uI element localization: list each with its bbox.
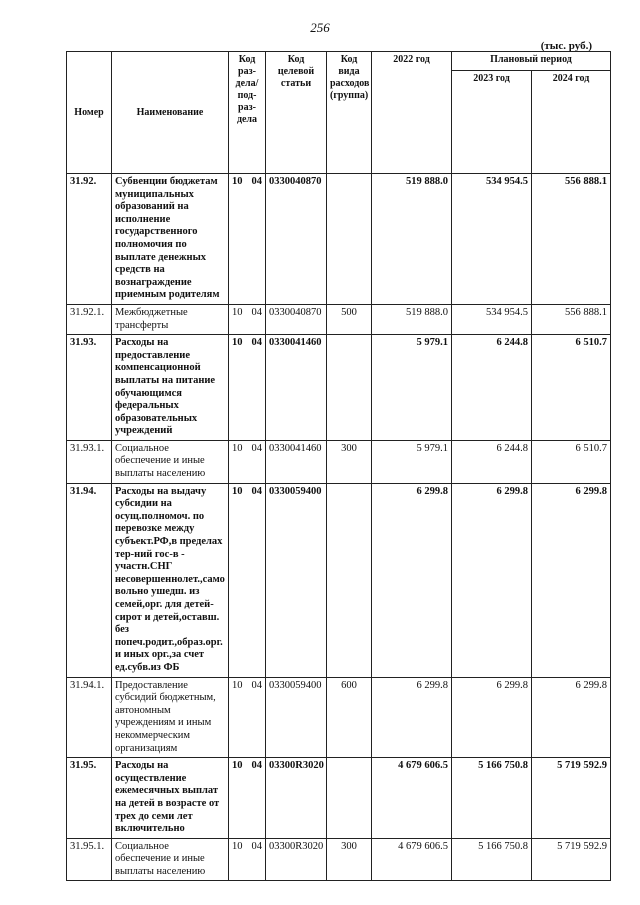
row-expense-type: [327, 174, 372, 305]
row-expense-type: [327, 483, 372, 677]
header-year-2022: 2022 год: [372, 52, 452, 174]
row-section: [229, 440, 266, 483]
row-section: [229, 335, 266, 441]
row-target-code: 0330041460: [266, 335, 327, 441]
row-target-code: 0330059400: [266, 677, 327, 758]
row-value-2022: 5 979.1: [372, 440, 452, 483]
row-expense-type: 300: [327, 440, 372, 483]
row-target-code: 03300R3020: [266, 758, 327, 839]
row-expense-type: 600: [327, 677, 372, 758]
row-section: [229, 838, 266, 881]
row-section-code: 10: [232, 485, 243, 497]
table-row: [67, 440, 611, 483]
row-value-2024: 5 719 592.9: [532, 838, 611, 881]
row-target-code: 0330040870: [266, 304, 327, 334]
row-number: 31.92.: [67, 174, 112, 305]
row-section: [229, 174, 266, 305]
row-value-2023: 534 954.5: [452, 174, 532, 305]
row-number: 31.93.: [67, 335, 112, 441]
row-value-2022: 6 299.8: [372, 483, 452, 677]
row-name: Субвенции бюджетам муниципальных образований на исполнение государственного полномочия по выплате денежных средств на вознаграждение приемным родителям: [112, 174, 229, 305]
row-value-2024: 6 510.7: [532, 335, 611, 441]
row-name: Межбюджетные трансферты: [112, 304, 229, 334]
table-row: [67, 758, 611, 839]
header-year-2024: 2024 год: [532, 71, 611, 174]
row-value-2024: 556 888.1: [532, 304, 611, 334]
row-subsection-code: 04: [251, 679, 262, 691]
row-value-2023: 5 166 750.8: [452, 758, 532, 839]
table-row: [67, 304, 611, 334]
row-section-code: 10: [232, 760, 243, 772]
row-value-2022: 519 888.0: [372, 174, 452, 305]
table-row: [67, 838, 611, 881]
row-section: [229, 483, 266, 677]
row-expense-type: [327, 758, 372, 839]
header-plan-period: Плановый период: [452, 52, 611, 71]
row-value-2023: 6 244.8: [452, 440, 532, 483]
row-name: Предоставление субсидий бюджетным, автономным учреждениям и иным некоммерческим организациям: [112, 677, 229, 758]
budget-table: [66, 51, 611, 881]
row-name: Социальное обеспечение и иные выплаты населению: [112, 838, 229, 881]
row-value-2024: 6 510.7: [532, 440, 611, 483]
row-value-2024: 6 299.8: [532, 483, 611, 677]
header-number: Номер: [67, 52, 112, 174]
row-subsection-code: 04: [251, 485, 262, 497]
table-row: [67, 483, 611, 677]
row-value-2023: 5 166 750.8: [452, 838, 532, 881]
row-target-code: 0330059400: [266, 483, 327, 677]
row-number: 31.95.1.: [67, 838, 112, 881]
row-value-2023: 534 954.5: [452, 304, 532, 334]
row-target-code: 0330040870: [266, 174, 327, 305]
row-target-code: 0330041460: [266, 440, 327, 483]
row-subsection-code: 04: [251, 176, 262, 187]
row-subsection-code: 04: [251, 840, 262, 852]
header-name: Наименование: [112, 52, 229, 174]
header-expense-type: Код вида расходов (группа): [327, 52, 372, 174]
row-section-code: 10: [232, 679, 243, 691]
row-section-code: 10: [232, 306, 243, 318]
row-section: [229, 677, 266, 758]
row-number: 31.94.: [67, 483, 112, 677]
row-value-2022: 4 679 606.5: [372, 838, 452, 881]
row-section-code: 10: [232, 176, 243, 187]
table-row: [67, 677, 611, 758]
row-section-code: 10: [232, 442, 243, 454]
row-value-2023: 6 299.8: [452, 677, 532, 758]
row-value-2022: 6 299.8: [372, 677, 452, 758]
row-value-2024: 5 719 592.9: [532, 758, 611, 839]
row-section-code: 10: [232, 840, 243, 852]
row-value-2022: 5 979.1: [372, 335, 452, 441]
row-subsection-code: 04: [251, 337, 262, 349]
row-number: 31.94.1.: [67, 677, 112, 758]
row-section: [229, 304, 266, 334]
row-name: Расходы на выдачу субсидии на осущ.полномоч. по перевозке между субъект.РФ,в пределах тер-ний гос-в - участн.СНГ несовершеннолет.,само вольно ушедш. из семей,орг. для детей-сирот и детей,оставш. без попеч.родит.,образ.орг. и иных орг.,за счет ед.субв.из ФБ: [112, 483, 229, 677]
row-value-2024: 556 888.1: [532, 174, 611, 305]
header-section: Код раз-дела/ под-раз-дела: [229, 52, 266, 174]
row-target-code: 03300R3020: [266, 838, 327, 881]
row-subsection-code: 04: [251, 760, 262, 772]
row-value-2023: 6 299.8: [452, 483, 532, 677]
row-expense-type: [327, 335, 372, 441]
units-label: (тыс. руб.): [540, 40, 592, 52]
table-row: [67, 174, 611, 305]
row-number: 31.92.1.: [67, 304, 112, 334]
row-value-2023: 6 244.8: [452, 335, 532, 441]
row-expense-type: 500: [327, 304, 372, 334]
table-row: [67, 335, 611, 441]
row-expense-type: 300: [327, 838, 372, 881]
row-subsection-code: 04: [251, 306, 262, 318]
page-number: 256: [310, 20, 330, 35]
row-name: Социальное обеспечение и иные выплаты населению: [112, 440, 229, 483]
row-name: Расходы на предоставление компенсационной выплаты на питание обучающимся федеральных образовательных учреждений: [112, 335, 229, 441]
row-name: Расходы на осуществление ежемесячных выплат на детей в возрасте от трех до семи лет включительно: [112, 758, 229, 839]
row-number: 31.93.1.: [67, 440, 112, 483]
row-subsection-code: 04: [251, 442, 262, 454]
row-number: 31.95.: [67, 758, 112, 839]
header-target: Код целевой статьи: [266, 52, 327, 174]
header-year-2023: 2023 год: [452, 71, 532, 174]
row-section: [229, 758, 266, 839]
row-section-code: 10: [232, 337, 243, 349]
row-value-2022: 519 888.0: [372, 304, 452, 334]
row-value-2024: 6 299.8: [532, 677, 611, 758]
row-value-2022: 4 679 606.5: [372, 758, 452, 839]
